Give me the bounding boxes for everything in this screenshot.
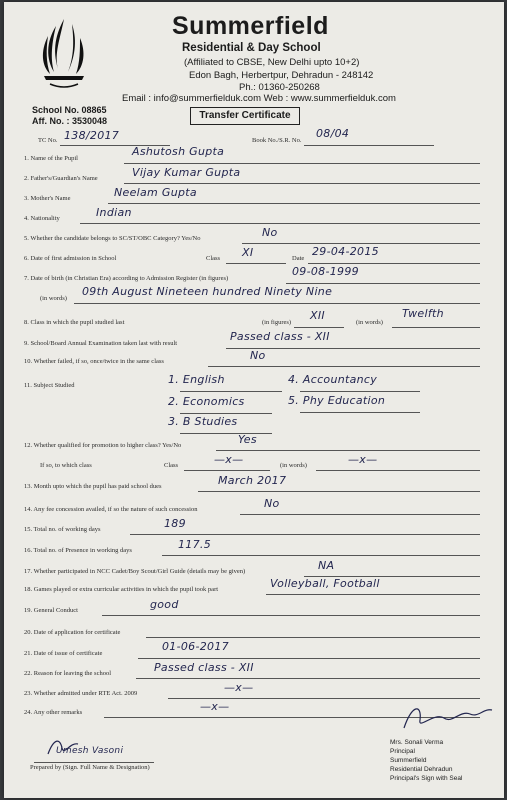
- field-9-value: Passed class - XII: [230, 330, 330, 343]
- subject-2: 2. Economics: [168, 395, 245, 408]
- prepared-by-label: Prepared by (Sign. Full Name & Designation): [30, 764, 150, 771]
- address: Edon Bagh, Herbertpur, Dehradun - 248142: [189, 70, 374, 81]
- field-4-label: 4. Nationality: [24, 215, 60, 222]
- field-2-label: 2. Father's/Guardian's Name: [24, 175, 98, 182]
- principal-place: Residential Dehradun: [390, 766, 453, 773]
- field-19-label: 19. General Conduct: [24, 607, 78, 614]
- field-1-label: 1. Name of the Pupil: [24, 155, 78, 162]
- field-2-value: Vijay Kumar Gupta: [132, 166, 241, 179]
- field-16-label: 16. Total no. of Presence in working days: [24, 547, 132, 554]
- field-22-value: Passed class - XII: [154, 661, 254, 674]
- field-12-label: 12. Whether qualified for promotion to higher class? Yes/No: [24, 442, 182, 449]
- field-17-label: 17. Whether participated in NCC Cadet/Boy Scout/Girl Guide (details may be given): [24, 568, 246, 575]
- field-13-label: 13. Month upto which the pupil has paid school dues: [24, 483, 162, 490]
- field-6-date-label: Date: [292, 255, 305, 262]
- field-15-label: 15. Total no. of working days: [24, 526, 101, 533]
- field-6-class-value: XI: [242, 246, 254, 259]
- field-23-value: —x—: [224, 681, 254, 694]
- school-number: School No. 08865: [32, 105, 107, 115]
- field-6-label: 6. Date of first admission in School: [24, 255, 117, 262]
- field-12-value: Yes: [238, 433, 257, 446]
- field-14-label: 14. Any fee concession availed, if so the nature of such concession: [24, 506, 198, 513]
- field-3-value: Neelam Gupta: [114, 186, 197, 199]
- field-5-value: No: [262, 226, 278, 239]
- field-10-label: 10. Whether failed, if so, once/twice in the same class: [24, 358, 164, 365]
- field-18-label: 18. Games played or extra curricular activities in which the pupil took part: [24, 586, 219, 593]
- field-14-value: No: [264, 497, 280, 510]
- principal-name: Mrs. Sonali Verma: [390, 739, 444, 746]
- field-19-value: good: [150, 598, 179, 611]
- field-7-words-value: 09th August Nineteen hundred Ninety Nine: [82, 285, 333, 298]
- affiliation-number: Aff. No. : 3530048: [32, 116, 108, 126]
- field-7-value: 09-08-1999: [292, 265, 359, 278]
- prepared-signature-mark: [44, 734, 84, 760]
- field-13-value: March 2017: [218, 474, 287, 487]
- field-7-words-label: (in words): [40, 295, 67, 302]
- school-logo-icon: [34, 14, 94, 94]
- field-12b-class-value: —x—: [214, 453, 244, 466]
- field-23-label: 23. Whether admitted under RTE Act. 2009: [24, 690, 138, 697]
- school-name: Summerfield: [172, 12, 329, 40]
- affiliation: (Affiliated to CBSE, New Delhi upto 10+2): [184, 57, 360, 68]
- prepared-by-signature: Umesh Vasoni: [56, 746, 124, 756]
- certificate-title: Transfer Certificate: [190, 107, 300, 125]
- school-subtitle: Residential & Day School: [182, 42, 321, 54]
- field-12b-label: If so, to which class: [40, 462, 92, 469]
- field-1-value: Ashutosh Gupta: [132, 145, 225, 158]
- principal-sign-label: Principal's Sign with Seal: [390, 775, 463, 782]
- field-4-value: Indian: [96, 206, 132, 219]
- subject-4: 4. Accountancy: [288, 373, 378, 386]
- field-6-date-value: 29-04-2015: [312, 245, 379, 258]
- field-24-value: —x—: [200, 700, 230, 713]
- field-11-label: 11. Subject Studied: [24, 382, 75, 389]
- field-12b-words-label: (in words): [280, 462, 307, 469]
- field-22-label: 22. Reason for leaving the school: [24, 670, 112, 677]
- field-6-class-label: Class: [206, 255, 221, 262]
- field-10-value: No: [250, 349, 266, 362]
- field-21-value: 01-06-2017: [162, 640, 229, 653]
- field-8-figures-value: XII: [310, 309, 325, 322]
- field-18-value: Volleyball, Football: [270, 577, 380, 590]
- principal-title: Principal: [390, 748, 415, 755]
- field-8-label: 8. Class in which the pupil studied last: [24, 319, 125, 326]
- field-8-words-value: Twelfth: [402, 307, 444, 320]
- subject-1: 1. English: [168, 373, 225, 386]
- field-5-label: 5. Whether the candidate belongs to SC/ST/OBC Category? Yes/No: [24, 235, 201, 242]
- tc-number-value: 138/2017: [64, 129, 120, 142]
- field-8-figures-label: (in figures): [262, 319, 292, 326]
- field-12b-class-label: Class: [164, 462, 179, 469]
- subject-5: 5. Phy Education: [288, 394, 386, 407]
- field-8-words-label: (in words): [356, 319, 383, 326]
- field-17-value: NA: [318, 559, 335, 572]
- field-3-label: 3. Mother's Name: [24, 195, 71, 202]
- field-12b-words-value: —x—: [348, 453, 378, 466]
- field-24-label: 24. Any other remarks: [24, 709, 83, 716]
- field-16-value: 117.5: [178, 538, 211, 551]
- principal-school: Summerfield: [390, 757, 427, 764]
- book-number-label: Book No./S.R. No.: [252, 137, 302, 144]
- principal-signature-mark: [400, 698, 496, 738]
- certificate-paper: [4, 2, 504, 798]
- book-number-value: 08/04: [316, 127, 350, 140]
- field-21-label: 21. Date of issue of certificate: [24, 650, 103, 657]
- subject-3: 3. B Studies: [168, 415, 238, 428]
- phone: Ph.: 01360-250268: [239, 82, 320, 93]
- field-9-label: 9. School/Board Annual Examination taken last with result: [24, 340, 178, 347]
- field-15-value: 189: [164, 517, 186, 530]
- email-web: Email : info@summerfielduk.com Web : www.summerfielduk.com: [122, 93, 396, 104]
- tc-number-label: TC No.: [38, 137, 58, 144]
- field-20-label: 20. Date of application for certificate: [24, 629, 121, 636]
- field-7-label: 7. Date of birth (in Christian Era) according to Admission Register (in figures): [24, 275, 229, 282]
